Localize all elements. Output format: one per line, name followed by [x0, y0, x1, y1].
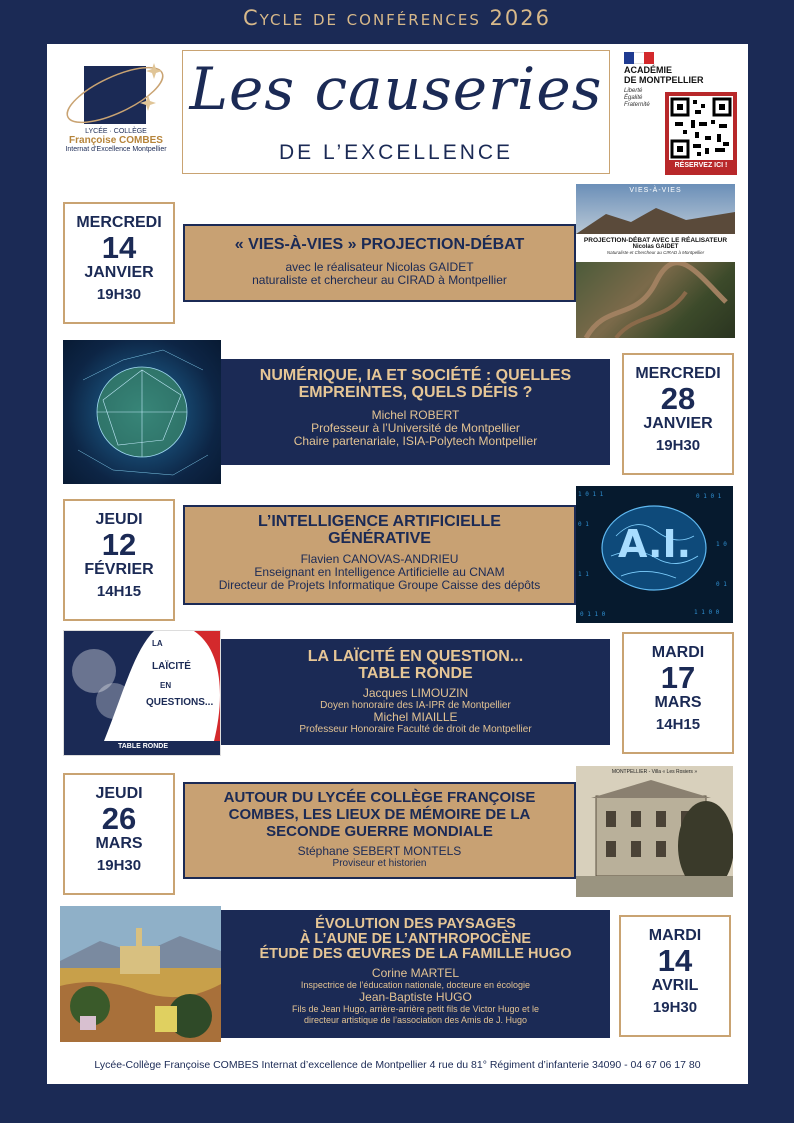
event3-day: JEUDI	[95, 511, 143, 528]
event2-role1: Professeur à l’Université de Montpellier	[311, 421, 520, 435]
event4-num: 17	[660, 660, 696, 695]
event4-day: MARDI	[651, 644, 705, 661]
title-box	[182, 50, 610, 174]
villa-building-icon	[576, 766, 733, 897]
event6-day: MARDI	[648, 927, 702, 944]
event3-date	[63, 499, 175, 621]
event2-title-l2: EMPREINTES, QUELS DÉFIS ?	[298, 384, 533, 401]
motto-fraternite: Fraternité	[624, 102, 650, 108]
event4-month: MARS	[654, 694, 702, 711]
event5-day: JEUDI	[95, 785, 143, 802]
svg-text:0 1 0 1: 0 1 0 1	[696, 493, 722, 500]
event2-time: 19H30	[655, 437, 701, 454]
school-line3: Internat d’Excellence Montpellier	[65, 146, 167, 153]
school-name: Françoise COMBES	[69, 135, 163, 146]
event3-ai-brain-image	[576, 486, 733, 623]
event4-img-word-questions: QUESTIONS...	[146, 697, 214, 708]
event5-title-l2: COMBES, LES LIEUX DE MÉMOIRE DE LA	[228, 806, 531, 823]
event1-line2: naturaliste et chercheur au CIRAD à Montpellier	[252, 273, 507, 287]
event2-num: 28	[660, 381, 696, 416]
event1-poster-caption: PROJECTION-DÉBAT AVEC LE RÉALISATEUR	[583, 237, 728, 244]
event6-title-l1: ÉVOLUTION DES PAYSAGES	[315, 916, 516, 932]
event5-box	[183, 782, 576, 879]
main-subtitle: DE L’EXCELLENCE	[278, 141, 514, 164]
event6-date	[619, 915, 731, 1037]
landscape-painting-icon	[60, 906, 221, 1042]
logo-emblem-icon	[60, 55, 170, 130]
event4-date	[622, 632, 734, 754]
event1-day: MERCREDI	[76, 214, 162, 231]
event5-role: Proviseur et historien	[332, 858, 427, 869]
event1-poster-name: Nicolas GAIDET	[632, 244, 679, 250]
event2-speaker: Michel ROBERT	[371, 408, 460, 422]
event6-time: 19H30	[652, 999, 698, 1016]
event4-role2: Professeur Honoraire Faculté de droit de Montpellier	[299, 724, 532, 735]
academy-line1: ACADÉMIE	[624, 65, 673, 75]
motto-liberte: Liberté	[624, 88, 643, 94]
event5-month: MARS	[95, 835, 143, 852]
event3-month: FÉVRIER	[84, 561, 154, 578]
event2-month: JANVIER	[643, 415, 713, 432]
svg-text:0 1 1 0: 0 1 1 0	[580, 611, 606, 618]
svg-text:1 0: 1 0	[716, 541, 727, 548]
event4-img-word-table-ronde: TABLE RONDE	[117, 743, 169, 750]
event1-date	[63, 202, 175, 324]
academy-name	[624, 65, 704, 85]
event5-num: 26	[101, 801, 137, 836]
event6-box	[221, 910, 610, 1038]
event6-role2a: Fils de Jean Hugo, arrière-arrière petit fils de Victor Hugo et le	[292, 1004, 539, 1014]
event2-date	[622, 353, 734, 475]
footer-address: Lycée-Collège Françoise COMBES Internat d’excellence de Montpellier 4 rue du 81° Régiment d’infanterie 34090 - 04 67 06 17 80	[94, 1059, 701, 1071]
school-line1: LYCÉE · COLLÈGE	[85, 128, 147, 135]
svg-text:0 1: 0 1	[578, 521, 589, 528]
event1-month: JANVIER	[84, 264, 154, 281]
event5-speaker: Stéphane SEBERT MONTELS	[297, 844, 462, 858]
event2-box	[221, 359, 610, 465]
event4-role1: Doyen honoraire des IA-IPR de Montpellier	[320, 700, 511, 711]
event1-num: 14	[101, 230, 137, 265]
event6-painting	[60, 906, 221, 1042]
event3-role1: Enseignant en Intelligence Artificielle au CNAM	[254, 565, 505, 579]
qr-code-icon	[669, 96, 733, 160]
event5-date	[63, 773, 175, 895]
event6-num: 14	[657, 943, 693, 978]
event6-speaker1: Corine MARTEL	[371, 966, 460, 980]
svg-text:1 0 1 1: 1 0 1 1	[578, 491, 604, 498]
event4-laicite-image	[63, 630, 221, 756]
event4-title-l2: TABLE RONDE	[358, 665, 473, 682]
event2-day: MERCREDI	[635, 365, 721, 382]
motto-egalite: Égalité	[624, 95, 643, 101]
main-title: Les causeries	[189, 55, 603, 123]
academy-motto	[624, 88, 650, 109]
event4-img-word-en: EN	[160, 681, 172, 690]
event3-role2: Directeur de Projets Informatique Groupe Caisse des dépôts	[218, 578, 541, 592]
event4-title-l1: LA LAÏCITÉ EN QUESTION...	[307, 648, 524, 665]
event4-img-word-laicite: LAÏCITÉ	[152, 661, 191, 672]
event5-title-l3: SECONDE GUERRE MONDIALE	[266, 823, 493, 840]
event6-role1: Inspectrice de l’éducation nationale, docteure en écologie	[300, 980, 531, 990]
event1-line1: avec le réalisateur Nicolas GAIDET	[285, 260, 474, 274]
reservation-qr[interactable]	[665, 92, 737, 175]
event3-num: 12	[101, 527, 137, 562]
french-flag-icon	[624, 51, 654, 63]
event3-box	[183, 505, 576, 605]
event6-role2b: directeur artistique de l’association des Amis de J. Hugo	[303, 1015, 528, 1025]
event6-speaker2: Jean-Baptiste HUGO	[359, 990, 472, 1004]
event4-speaker2: Michel MIAILLE	[373, 710, 458, 724]
event2-globe-image	[63, 340, 221, 484]
event6-month: AVRIL	[651, 977, 699, 994]
event1-film-poster	[576, 184, 735, 338]
event4-box	[221, 639, 610, 745]
event2-role2: Chaire partenariale, ISIA-Polytech Montpellier	[293, 434, 538, 448]
qr-label: RÉSERVEZ ICI !	[674, 162, 728, 169]
event1-poster-sub: Naturaliste et Chercheur au CIRAD à Montpellier	[606, 250, 705, 255]
tree-icon	[64, 631, 221, 756]
event4-img-word-la: LA	[152, 639, 163, 648]
svg-text:1 1: 1 1	[578, 571, 589, 578]
event5-photo-caption: MONTPELLIER - Villa « Les Rosiers »	[611, 769, 698, 775]
event3-title-l2: GÉNÉRATIVE	[328, 530, 431, 547]
event6-title-l3: ÉTUDE DES ŒUVRES DE LA FAMILLE HUGO	[259, 946, 572, 962]
event3-speaker: Flavien CANOVAS-ANDRIEU	[300, 552, 459, 566]
event1-poster-title: VIES-À-VIES	[629, 187, 682, 194]
event2-title-l1: NUMÉRIQUE, IA ET SOCIÉTÉ : QUELLES	[259, 367, 572, 384]
event1-title: « VIES-À-VIES » PROJECTION-DÉBAT	[234, 236, 525, 253]
svg-text:0 1: 0 1	[716, 581, 727, 588]
event4-time: 14H15	[655, 716, 701, 733]
network-globe-icon	[63, 340, 221, 484]
event5-time: 19H30	[96, 857, 142, 874]
event3-ai-label: A.I.	[617, 522, 692, 566]
academy-line2: DE MONTPELLIER	[624, 75, 704, 85]
event5-title-l1: AUTOUR DU LYCÉE COLLÈGE FRANÇOISE	[223, 789, 536, 806]
svg-text:1 1 0 0: 1 1 0 0	[694, 609, 720, 616]
page-title: Cycle de conférences 2026	[242, 6, 551, 30]
event3-title-l1: L’INTELLIGENCE ARTIFICIELLE	[258, 513, 501, 530]
event3-time: 14H15	[96, 583, 142, 600]
event5-villa-photo	[576, 766, 733, 897]
event6-title-l2: À L’AUNE DE L’ANTHROPOCÈNE	[299, 931, 532, 947]
event1-box	[183, 224, 576, 302]
event1-time: 19H30	[96, 286, 142, 303]
event4-speaker1: Jacques LIMOUZIN	[362, 686, 469, 700]
